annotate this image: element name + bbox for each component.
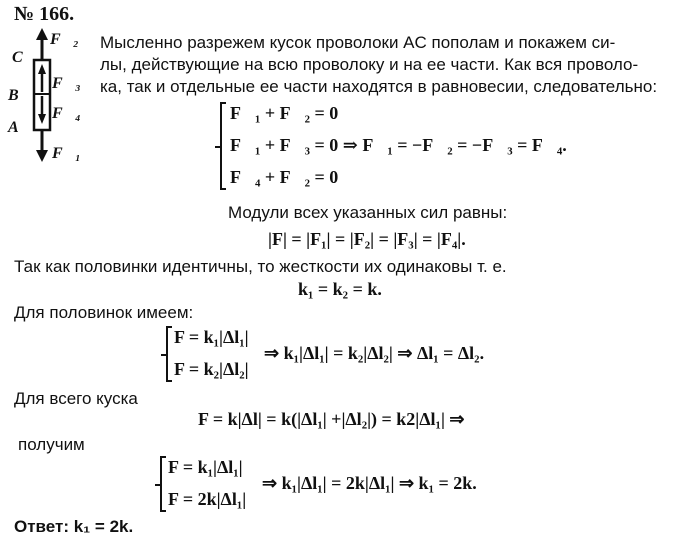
answer-text: Ответ: k₁ = 2k. bbox=[14, 517, 134, 536]
system3-line-1: F = k₁|Δl₁| bbox=[168, 457, 243, 477]
force-f1-label: F⃗₁ bbox=[52, 145, 81, 162]
system3-line-2: F = 2k|Δl₁| bbox=[168, 489, 247, 509]
halves-have-text: Для половинок имеем: bbox=[14, 303, 194, 322]
moduli-text: Модули всех указанных сил равны: bbox=[228, 203, 508, 222]
system2-line-2: F = k₂|Δl₂| bbox=[174, 359, 249, 379]
force-f4-label: F⃗₄ bbox=[52, 105, 81, 122]
k-equation: k₁ = k₂ = k. bbox=[298, 279, 382, 299]
force-f4-arrowhead bbox=[38, 114, 46, 124]
whole-equation: F = k|Δl| = k(|Δl₁| +|Δl₂|) = k2|Δl₁| ⇒ bbox=[198, 409, 465, 429]
point-c-label: C bbox=[12, 49, 23, 66]
problem-number: № 166. bbox=[14, 3, 75, 25]
system3-brace bbox=[160, 456, 162, 512]
system2-brace bbox=[166, 326, 168, 382]
halves-text: Так как половинки идентичны, то жесткости их одинаковы т. е. bbox=[14, 257, 507, 276]
force-f1-arrowhead bbox=[36, 150, 48, 162]
force-f2-arrowhead bbox=[36, 28, 48, 40]
system3-result: ⇒ k₁|Δl₁| = 2k|Δl₁| ⇒ k₁ = 2k. bbox=[262, 473, 477, 493]
system1-brace bbox=[220, 102, 222, 190]
point-a-label: A bbox=[8, 119, 19, 136]
force-f3-arrowhead bbox=[38, 64, 46, 74]
we-get-text: получим bbox=[18, 435, 85, 454]
system1-line-2: F⃗₁ + F⃗₃ = 0 ⇒ F⃗₁ = −F⃗₂ = −F⃗₃ = F⃗₄. bbox=[230, 135, 567, 155]
intro-line-1: Мысленно разрежем кусок проволоки AC пополам и покажем си- bbox=[100, 33, 616, 52]
force-f3-label: F⃗₃ bbox=[52, 75, 81, 92]
system2-result: ⇒ k₁|Δl₁| = k₂|Δl₂| ⇒ Δl₁ = Δl₂. bbox=[264, 343, 485, 363]
force-f2-label: F⃗₂ bbox=[50, 31, 79, 48]
intro-line-3: ка, так и отдельные ее части находятся в равновесии, следовательно: bbox=[100, 77, 658, 96]
intro-line-2: лы, действующие на всю проволоку и на ее части. Как вся проволо- bbox=[100, 55, 639, 74]
moduli-equation: |F| = |F₁| = |F₂| = |F₃| = |F₄|. bbox=[268, 229, 466, 249]
system2-line-1: F = k₁|Δl₁| bbox=[174, 327, 249, 347]
whole-piece-text: Для всего куска bbox=[14, 389, 138, 408]
system1-line-1: F⃗₁ + F⃗₂ = 0 bbox=[230, 103, 339, 123]
point-b-label: B bbox=[8, 87, 19, 104]
system1-line-3: F⃗₄ + F⃗₂ = 0 bbox=[230, 167, 339, 187]
